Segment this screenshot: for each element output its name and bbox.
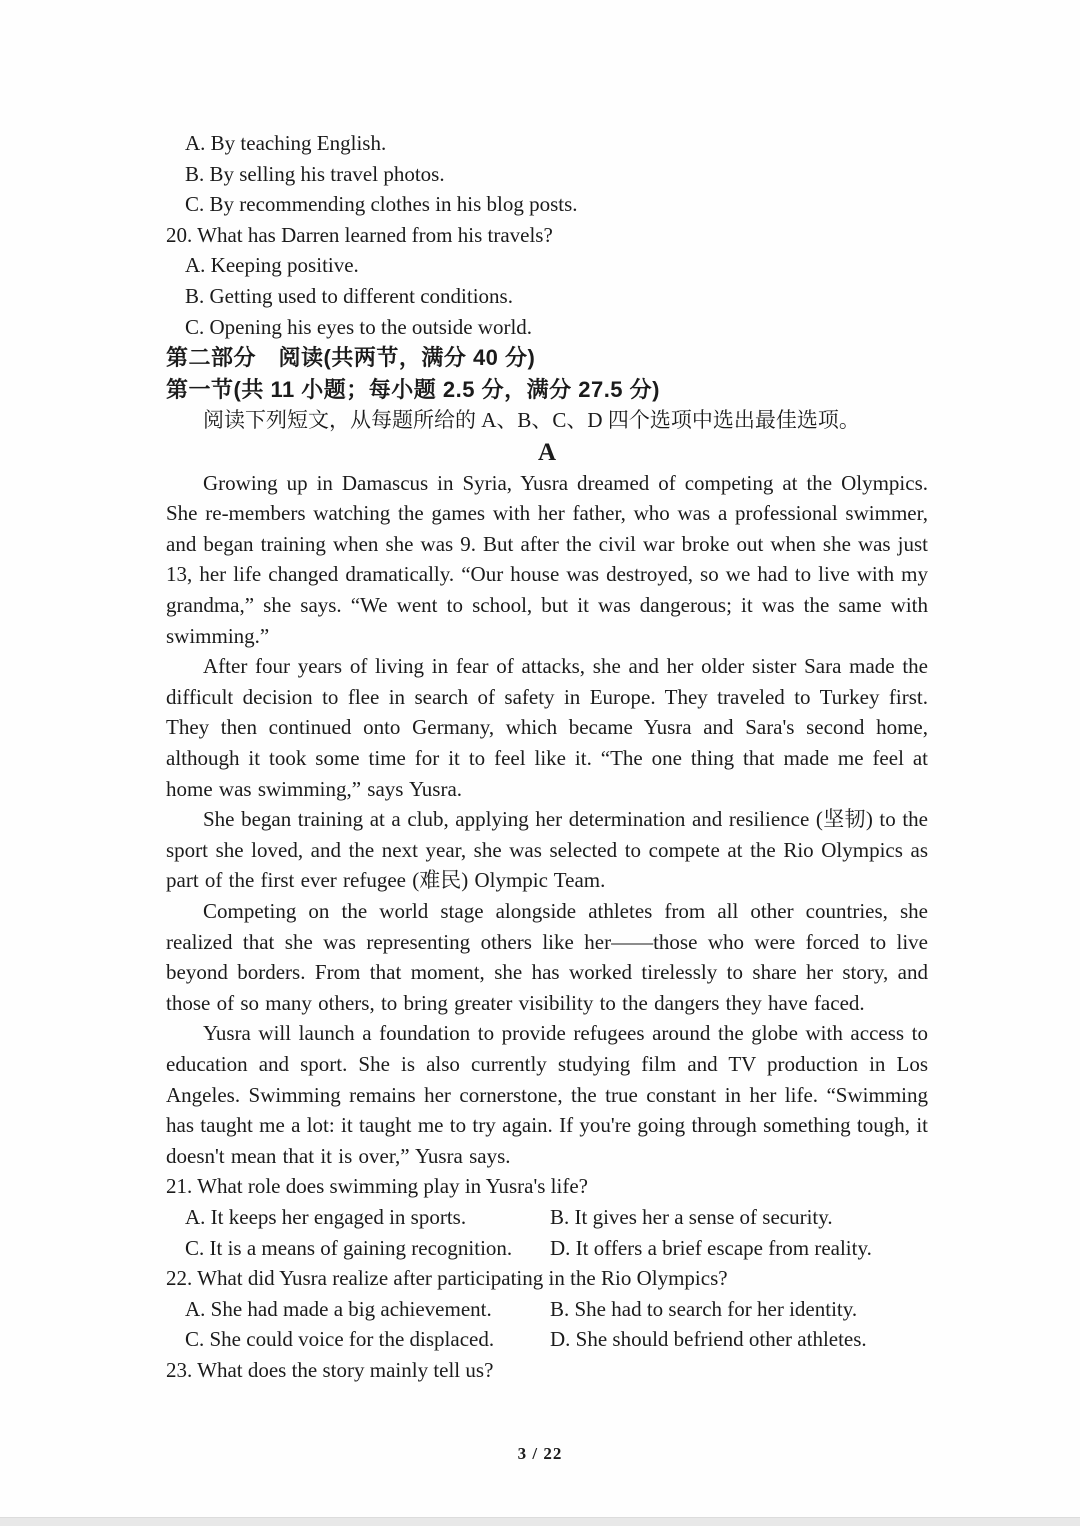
question-22-option-b: B. She had to search for her identity. <box>550 1296 858 1321</box>
question-20: 20. What has Darren learned from his travels? <box>166 222 553 247</box>
passage-paragraph: Competing on the world stage alongside athletes from all other countries, she realized that she was representing others like her——those who were forced to live beyond borders. From that moment, she has worked tirelessly to share her story, and those of so many others, to bring greater visibility to the dangers they have faced. <box>166 898 928 1015</box>
passage-label: A <box>537 438 557 466</box>
page-number: 3 / 22 <box>517 1444 563 1463</box>
part-2-header: 第二部分 阅读(共两节，满分 40 分) <box>166 345 536 371</box>
question-21-option-d: D. It offers a brief escape from reality. <box>550 1235 872 1260</box>
question-22-option-d: D. She should befriend other athletes. <box>550 1327 867 1352</box>
section-1-header: 第一节(共 11 小题；每小题 2.5 分，满分 27.5 分) <box>166 376 660 402</box>
passage-paragraph: She began training at a club, applying her determination and resilience (坚韧) to the sport she loved, and the next year, she was selected to compete at the Rio Olympics as part of the first ever refugee (难民) Olympic Team. <box>166 807 928 893</box>
question-22-option-c: C. She could voice for the displaced. <box>185 1327 495 1352</box>
passage-paragraph: After four years of living in fear of attacks, she and her older sister Sara made the difficult decision to flee in search of safety in Europe. They traveled to Turkey first. They then continued onto Germany, which became Yusra and Sara's second home, although it took some time for it to feel like it. “The one thing that made me feel at home was swimming,” says Yusra. <box>166 654 928 801</box>
listening-option: A. By teaching English. <box>185 131 387 155</box>
listening-option: B. By selling his travel photos. <box>185 161 445 186</box>
listening-option: C. By recommending clothes in his blog posts. <box>185 192 578 217</box>
passage-paragraph: Growing up in Damascus in Syria, Yusra dreamed of competing at the Olympics. She re-members watching the games with her father, who was a professional swimmer, and began training when she was 9. But after the civil war broke out when she was just 13, her life changed dramatically. “Our house was destroyed, so we had to live with my grandma,” she says. “We went to school, but it was dangerous; it was the same with swimming.” <box>166 470 928 648</box>
question-22-option-a: A. She had made a big achievement. <box>185 1296 492 1321</box>
question-21-option-b: B. It gives her a sense of security. <box>550 1204 833 1229</box>
question-20-option: A. Keeping positive. <box>185 253 359 278</box>
question-22-options <box>166 1294 928 1355</box>
next-page-edge <box>0 1517 1080 1526</box>
question-22: 22. What did Yusra realize after participating in the Rio Olympics? <box>166 1266 728 1291</box>
page-content <box>166 128 928 1385</box>
question-21-option-c: C. It is a means of gaining recognition. <box>185 1235 513 1260</box>
question-20-option: B. Getting used to different conditions. <box>185 283 513 308</box>
question-21-options <box>166 1202 928 1263</box>
passage-paragraph: Yusra will launch a foundation to provide refugees around the globe with access to education and sport. She is also currently studying film and TV production in Los Angeles. Swimming remains her cornerstone, the true constant in her life. “Swimming has taught me a lot: it taught me to try again. If you're going through something tough, it doesn't mean that it is over,” Yusra says. <box>166 1021 928 1168</box>
section-instruction: 阅读下列短文，从每题所给的 A、B、C、D 四个选项中选出最佳选项。 <box>203 408 860 433</box>
question-21: 21. What role does swimming play in Yusra's life? <box>166 1174 588 1199</box>
question-21-option-a: A. It keeps her engaged in sports. <box>185 1204 467 1229</box>
question-20-option: C. Opening his eyes to the outside world. <box>185 314 533 339</box>
question-23: 23. What does the story mainly tell us? <box>166 1357 494 1382</box>
